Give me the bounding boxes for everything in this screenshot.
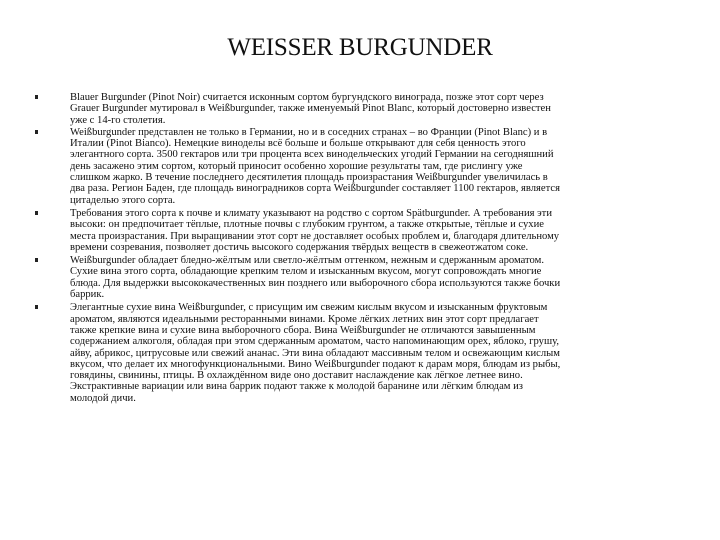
bullet-icon: [35, 95, 38, 99]
bullet-icon: [35, 258, 38, 262]
bullet-text-line: Требования этого сорта к почве и климату указывают на родство с сортом Spätburgunder. А требования эти: [70, 207, 552, 219]
bullet-item-character: [0, 255, 682, 300]
bullet-text-line: Grauer Burgunder мутировал в Weißburgunder, также именуемый Pinot Blanc, который достоверно известен: [70, 103, 551, 115]
bullet-text-line: слишком жарко. В течение последнего десятилетия площадь произрастания Weißburgunder увеличилась в: [70, 172, 548, 184]
bullet-text-line: баррик.: [70, 289, 105, 301]
bullet-text-line: времени созревания, позволяет достичь высокого содержания твёрдых веществ в свежеотжатом соке.: [70, 241, 529, 253]
bullet-text-line: содержанием алкоголя, обладая при этом сдержанным ароматом, часто напоминающим орех, яблоко, грушу,: [70, 336, 560, 348]
bullet-text-line: элегантного сорта. 3500 гектаров или три процента всех винодельческих угодий Германии на сегодняшний: [70, 149, 554, 161]
bullet-item-origin: [0, 92, 682, 126]
bullet-text-line: айву, абрикос, цитрусовые или свежий ананас. Эти вина обладают массивным телом и освежающим кислым: [70, 347, 560, 359]
bullet-text-line: вкусом, что делает их многофункциональными. Вино Weißburgunder подают к дарам моря, блюдам из рыбы,: [70, 358, 561, 370]
bullet-item-requirements: [0, 208, 682, 253]
bullet-item-distribution: [0, 127, 682, 206]
bullet-text-line: Blauer Burgunder (Pinot Noir) считается исконным сортом бургундского винограда, позже этот сорт через: [70, 92, 544, 103]
bullet-text-line: высоки: он предпочитает тёплые, плотные почвы с глубоким грунтом, а также открытые, тёплые и сухие: [70, 219, 544, 231]
bullet-text-line: ароматом, являются идеальными ресторанными винами. Кроме лёгких летних вин этот сорт предлагает: [70, 313, 539, 325]
bullet-text-line: Элегантные сухие вина Weißburgunder, с присущим им свежим кислым вкусом и изысканным фруктовым: [70, 302, 548, 314]
bullet-list: [0, 92, 720, 404]
bullet-text-line: блюда. Для выдержки высококачественных вин позднего или выборочного сбора используются также бочки: [70, 277, 561, 289]
bullet-text-line: цитаделью этого сорта.: [70, 194, 176, 206]
bullet-icon: [35, 305, 38, 309]
slide-title: WEISSER BURGUNDER: [227, 34, 493, 61]
bullet-text-line: день засажено этим сортом, который приносит особенно хорошие результаты там, где рислингу уже: [70, 160, 523, 172]
bullet-text-line: Weißburgunder обладает бледно-жёлтым или светло-жёлтым оттенком, нежным и сдержанным ароматом.: [70, 255, 544, 267]
bullet-icon: [35, 211, 38, 215]
bullet-text-line: также крепкие вина и сухие вина выборочного сбора. Вина Weißburgunder не отличаются завышенным: [70, 324, 536, 336]
bullet-item-food-pairing: [0, 302, 682, 404]
bullet-text-line: Сухие вина этого сорта, обладающие крепким телом и изысканным вкусом, могут сопровождать многие: [70, 266, 542, 278]
bullet-text-line: Weißburgunder представлен не только в Германии, но и в соседних странах – во Франции (Pinot Blanc) и в: [70, 126, 548, 138]
bullet-text-line: Экстрактивные вариации или вина баррик подают также к молодой баранине или лёгким блюдам из: [70, 381, 523, 393]
bullet-text-line: места произрастания. При выращивании этот сорт не доставляет особых проблем и, благодаря длительному: [70, 230, 560, 242]
bullet-text-line: молодой дичи.: [70, 392, 136, 404]
bullet-text-line: говядины, свинины, птицы. В охлаждённом виде оно доставит наслаждение как лёгкое летнее вино.: [70, 370, 523, 382]
bullet-text-line: Италии (Pinot Bianco). Немецкие виноделы всё больше и больше открывают для себя ценность этого: [70, 138, 526, 150]
bullet-icon: [35, 130, 38, 134]
bullet-text-line: уже с 14-го столетия.: [70, 114, 166, 126]
bullet-text-line: два раза. Регион Баден, где площадь виноградников сорта Weißburgunder составляет 1100 гектаров, является: [70, 183, 560, 195]
